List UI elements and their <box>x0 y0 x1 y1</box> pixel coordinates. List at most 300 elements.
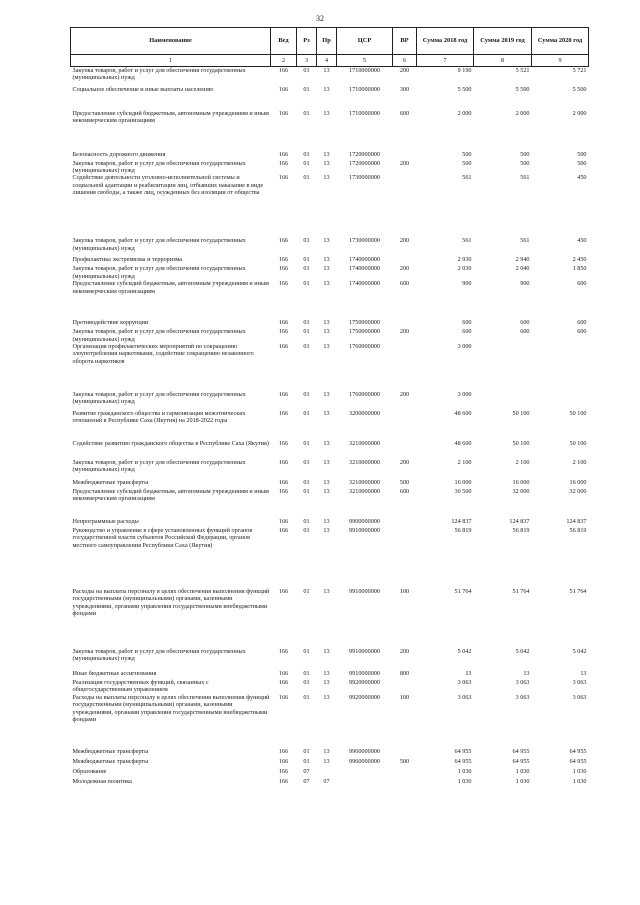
cell-sum-2020: 5 042 <box>572 647 587 655</box>
cell-sum-2018: 600 <box>462 328 472 336</box>
cell-vr: 600 <box>399 487 410 495</box>
cell-sum-2019: 2 000 <box>515 109 530 117</box>
cell-pr: 13 <box>323 678 330 686</box>
cell-name: Содействие развитию гражданского общества в Республике Саха (Якутия) <box>72 439 269 447</box>
cell-rz: 01 <box>303 237 310 245</box>
header-pr: Пр <box>317 28 337 55</box>
cell-sum-2020: 50 100 <box>569 439 587 447</box>
cell-sum-2018: 3 063 <box>457 693 472 701</box>
column-number: 5 <box>337 55 393 67</box>
table-row <box>71 343 589 391</box>
cell-ved: 166 <box>278 237 289 245</box>
cell-name: Закупка товаров, работ и услуг для обеспечения государственных (муниципальных) нужд <box>72 390 246 406</box>
cell-vr: 600 <box>399 109 410 117</box>
cell-csr: 9960000000 <box>349 747 380 755</box>
cell-sum-2018: 48 600 <box>454 409 472 417</box>
cell-pr: 13 <box>323 67 330 74</box>
cell-sum-2018: 3 000 <box>457 390 472 398</box>
cell-vr: 200 <box>399 328 410 336</box>
cell-rz: 01 <box>303 526 310 534</box>
cell-csr: 1720000000 <box>349 150 380 158</box>
table-row <box>71 280 589 319</box>
cell-rz: 01 <box>303 159 310 167</box>
header-sum-2019: Сумма 2019 год <box>474 28 532 55</box>
cell-sum-2019: 5 042 <box>515 647 530 655</box>
cell-pr: 13 <box>323 159 330 167</box>
cell-ved: 166 <box>278 159 289 167</box>
table-row <box>71 237 589 256</box>
cell-ved: 166 <box>278 669 289 677</box>
cell-csr: 9960000000 <box>349 757 380 765</box>
cell-rz: 01 <box>303 342 310 350</box>
cell-sum-2018: 9 190 <box>457 67 472 74</box>
cell-sum-2018: 3 063 <box>457 678 472 686</box>
cell-name: Предоставление субсидий бюджетным, автономным учреждениям и иным некоммерческим организациям <box>72 487 269 503</box>
cell-rz: 01 <box>303 256 310 264</box>
cell-ved: 166 <box>278 328 289 336</box>
cell-pr: 13 <box>323 587 330 595</box>
cell-csr: 1730000000 <box>349 174 380 182</box>
cell-vr: 200 <box>399 458 410 466</box>
header-row <box>71 28 589 55</box>
cell-sum-2019: 600 <box>520 319 530 327</box>
cell-ved: 166 <box>278 487 289 495</box>
cell-csr: 1760000000 <box>349 390 380 398</box>
cell-rz: 01 <box>303 458 310 466</box>
header-sum-2018: Сумма 2018 год <box>417 28 474 55</box>
cell-sum-2019: 16 000 <box>512 478 530 486</box>
budget-table <box>70 27 589 788</box>
cell-vr: 200 <box>399 159 410 167</box>
cell-sum-2020: 13 <box>580 669 587 677</box>
cell-pr: 13 <box>323 647 330 655</box>
cell-pr: 13 <box>323 757 330 765</box>
cell-sum-2019 <box>474 391 532 410</box>
cell-sum-2020: 32 000 <box>569 487 587 495</box>
cell-sum-2020: 2 000 <box>572 109 587 117</box>
cell-csr <box>337 768 393 778</box>
table-row <box>71 694 589 748</box>
cell-name: Закупка товаров, работ и услуг для обеспечения государственных (муниципальных) нужд <box>72 647 246 663</box>
cell-name: Расходы на выплаты персоналу в целях обеспечения выполнения функций государственными (муниципальными) органами, казенными учреждениями, органами управления государственными внебюджетными фондами <box>72 693 270 723</box>
cell-sum-2019: 5 521 <box>515 67 530 74</box>
cell-name: Реализация государственных функций, связанных с общегосударственным управлением <box>72 678 209 694</box>
cell-vr: 800 <box>399 669 410 677</box>
cell-sum-2020: 5 500 <box>572 85 587 93</box>
column-number: 7 <box>417 55 474 67</box>
cell-ved: 166 <box>278 150 289 158</box>
cell-name: Развитие гражданского общества и гармонизация межэтнических отношений в Республике Саха (Якутия) на 2018-2022 годы <box>72 409 246 425</box>
cell-name: Предоставление субсидий бюджетным, автономным учреждениям и иным некоммерческим организациям <box>72 109 269 124</box>
cell-sum-2018: 1 030 <box>457 767 472 775</box>
table-row <box>71 86 589 110</box>
cell-name: Организация профилактических мероприятий по сокращению злоупотребления наркотиками, содействие сокращению незаконного оборота наркотиков <box>72 342 254 365</box>
cell-rz: 01 <box>303 150 310 158</box>
cell-csr: 1750000000 <box>349 328 380 336</box>
cell-pr: 13 <box>323 319 330 327</box>
cell-sum-2018: 561 <box>462 237 472 245</box>
column-number-row <box>71 55 589 67</box>
cell-rz: 01 <box>303 487 310 495</box>
cell-sum-2019: 500 <box>520 150 530 158</box>
cell-name: Социальное обеспечение и иные выплаты населению <box>72 85 214 93</box>
cell-ved: 166 <box>278 767 289 775</box>
cell-sum-2020: 64 955 <box>569 757 587 765</box>
cell-ved: 166 <box>278 647 289 655</box>
cell-sum-2019: 1 030 <box>515 777 530 785</box>
cell-sum-2018: 2 100 <box>457 458 472 466</box>
cell-sum-2018: 900 <box>462 280 472 288</box>
table-row <box>71 440 589 459</box>
cell-name: Содействие деятельности уголовно-исполнительной системы и социальной адаптации и реабилитации лиц, отбывших наказание в виде лишения свободы, а также лиц, осужденных без изоляции от общества <box>72 174 264 197</box>
cell-pr: 13 <box>323 390 330 398</box>
cell-sum-2019: 561 <box>520 237 530 245</box>
table-row <box>71 160 589 175</box>
cell-pr: 13 <box>323 487 330 495</box>
cell-rz: 01 <box>303 67 310 74</box>
column-number: 2 <box>271 55 297 67</box>
cell-name: Иные бюджетные ассигнования <box>72 669 157 677</box>
cell-name: Закупка товаров, работ и услуг для обеспечения государственных (муниципальных) нужд <box>72 67 246 82</box>
cell-ved: 166 <box>278 109 289 117</box>
cell-ved: 166 <box>278 458 289 466</box>
cell-csr: 1760000000 <box>349 342 380 350</box>
cell-csr: 1740000000 <box>349 256 380 264</box>
cell-rz: 01 <box>303 478 310 486</box>
cell-pr: 13 <box>323 256 330 264</box>
cell-sum-2018: 500 <box>462 159 472 167</box>
cell-sum-2018: 5 042 <box>457 647 472 655</box>
cell-ved: 166 <box>278 678 289 686</box>
cell-vr <box>393 151 417 160</box>
cell-vr: 200 <box>399 265 410 273</box>
header-csr: ЦСР <box>337 28 393 55</box>
cell-sum-2020: 50 100 <box>569 409 587 417</box>
cell-sum-2019: 13 <box>523 669 530 677</box>
cell-sum-2018: 3 000 <box>457 342 472 350</box>
cell-csr: 9920000000 <box>349 678 380 686</box>
cell-sum-2020: 450 <box>577 237 587 245</box>
cell-name: Образование <box>72 767 107 775</box>
cell-sum-2018: 561 <box>462 174 472 182</box>
cell-vr <box>393 527 417 588</box>
cell-csr: 9910000000 <box>349 587 380 595</box>
cell-sum-2019: 1 030 <box>515 767 530 775</box>
cell-sum-2020 <box>532 343 589 391</box>
cell-name: Межбюджетные трансферты <box>72 478 149 486</box>
cell-pr: 13 <box>323 526 330 534</box>
cell-vr: 300 <box>399 85 410 93</box>
cell-sum-2020: 500 <box>577 159 587 167</box>
cell-sum-2020: 64 955 <box>569 747 587 755</box>
cell-name: Закупка товаров, работ и услуг для обеспечения государственных (муниципальных) нужд <box>72 237 246 252</box>
table-row <box>71 479 589 488</box>
cell-ved: 166 <box>278 587 289 595</box>
cell-ved: 166 <box>278 265 289 273</box>
cell-sum-2018: 64 955 <box>454 747 472 755</box>
cell-rz: 01 <box>303 319 310 327</box>
cell-sum-2020: 600 <box>577 280 587 288</box>
cell-pr: 13 <box>323 478 330 486</box>
cell-csr: 9910000000 <box>349 526 380 534</box>
cell-pr: 13 <box>323 409 330 417</box>
cell-name: Руководство и управление в сфере установленных функций органов государственной власти субъектов Российской Федерации, органов местного самоуправления Республики Саха (Якутия) <box>72 526 253 549</box>
cell-sum-2018: 48 600 <box>454 439 472 447</box>
cell-pr: 13 <box>323 747 330 755</box>
cell-vr: 500 <box>399 478 410 486</box>
cell-pr: 13 <box>323 150 330 158</box>
table-row <box>71 391 589 410</box>
cell-sum-2020: 56 819 <box>569 526 587 534</box>
cell-rz: 01 <box>303 678 310 686</box>
cell-sum-2020: 1 030 <box>572 767 587 775</box>
table-row <box>71 488 589 518</box>
cell-sum-2019: 50 100 <box>512 439 530 447</box>
cell-sum-2019: 2 940 <box>515 256 530 264</box>
cell-name: Безопасность дорожного движения <box>72 150 166 158</box>
cell-ved: 166 <box>278 85 289 93</box>
header-vr: ВР <box>393 28 417 55</box>
table-row <box>71 527 589 588</box>
cell-name: Профилактика экстремизма и терроризма <box>72 256 183 264</box>
cell-sum-2019: 56 819 <box>512 526 530 534</box>
cell-sum-2019: 3 063 <box>515 693 530 701</box>
table-row <box>71 758 589 768</box>
cell-sum-2019: 500 <box>520 159 530 167</box>
cell-csr: 1710000000 <box>349 85 380 93</box>
table-row <box>71 410 589 440</box>
cell-vr: 200 <box>399 237 410 245</box>
cell-sum-2020: 1 850 <box>572 265 587 273</box>
table-row <box>71 459 589 479</box>
cell-sum-2019: 51 764 <box>512 587 530 595</box>
cell-sum-2020: 3 063 <box>572 678 587 686</box>
cell-sum-2019: 64 955 <box>512 747 530 755</box>
cell-sum-2018: 124 837 <box>451 517 472 525</box>
header-sum-2020: Сумма 2020 год <box>532 28 589 55</box>
cell-pr <box>317 768 337 778</box>
cell-name: Закупка товаров, работ и услуг для обеспечения государственных (муниципальных) нужд <box>72 458 246 474</box>
cell-vr: 200 <box>399 67 410 74</box>
cell-pr: 13 <box>323 517 330 525</box>
cell-csr: 1710000000 <box>349 67 380 74</box>
cell-pr: 13 <box>323 693 330 701</box>
table-row <box>71 67 589 86</box>
cell-rz: 01 <box>303 390 310 398</box>
table-row <box>71 679 589 694</box>
cell-rz: 07 <box>303 767 310 775</box>
cell-pr: 13 <box>323 458 330 466</box>
cell-csr: 3200000000 <box>349 409 380 417</box>
cell-name: Молодежная политика <box>72 777 132 785</box>
cell-sum-2018: 51 764 <box>454 587 472 595</box>
cell-sum-2018: 600 <box>462 319 472 327</box>
table-row <box>71 670 589 679</box>
cell-rz: 01 <box>303 757 310 765</box>
cell-sum-2019: 3 063 <box>515 678 530 686</box>
table-body <box>71 67 589 788</box>
cell-csr: 1710000000 <box>349 109 380 117</box>
table-row <box>71 174 589 237</box>
cell-rz: 07 <box>303 777 310 785</box>
cell-name: Межбюджетные трансферты <box>72 747 149 755</box>
cell-pr: 13 <box>323 174 330 182</box>
cell-vr <box>393 748 417 758</box>
cell-csr <box>337 778 393 788</box>
cell-ved: 166 <box>278 174 289 182</box>
cell-vr <box>393 319 417 328</box>
cell-sum-2018: 56 819 <box>454 526 472 534</box>
cell-sum-2019: 124 837 <box>509 517 530 525</box>
header-rz: Рз <box>297 28 317 55</box>
cell-pr: 13 <box>323 265 330 273</box>
cell-pr: 13 <box>323 439 330 447</box>
cell-rz: 01 <box>303 693 310 701</box>
cell-vr: 600 <box>399 280 410 288</box>
cell-pr: 13 <box>323 237 330 245</box>
cell-csr: 3210000000 <box>349 439 380 447</box>
cell-name: Закупка товаров, работ и услуг для обеспечения государственных (муниципальных) нужд <box>72 159 246 174</box>
table-row <box>71 256 589 265</box>
cell-sum-2020: 3 063 <box>572 693 587 701</box>
cell-csr: 9910000000 <box>349 669 380 677</box>
cell-vr: 500 <box>399 757 410 765</box>
cell-name: Предоставление субсидий бюджетным, автономным учреждениям и иным некоммерческим организациям <box>72 280 269 295</box>
cell-pr: 13 <box>323 342 330 350</box>
cell-rz: 01 <box>303 439 310 447</box>
cell-name: Расходы на выплаты персоналу в целях обеспечения выполнения функций государственными (муниципальными) органами, казенными учреждениями, органами управления государственными внебюджетными фондами <box>72 587 270 618</box>
cell-csr: 1750000000 <box>349 319 380 327</box>
cell-sum-2018: 16 000 <box>454 478 472 486</box>
cell-ved: 166 <box>278 693 289 701</box>
table-row <box>71 151 589 160</box>
cell-vr <box>393 778 417 788</box>
cell-name: Закупка товаров, работ и услуг для обеспечения государственных (муниципальных) нужд <box>72 265 246 280</box>
cell-sum-2020: 2 100 <box>572 458 587 466</box>
cell-csr: 9910000000 <box>349 647 380 655</box>
cell-sum-2019: 32 000 <box>512 487 530 495</box>
cell-vr <box>393 343 417 391</box>
column-number: 4 <box>317 55 337 67</box>
cell-vr <box>393 768 417 778</box>
cell-sum-2019 <box>474 343 532 391</box>
cell-csr: 9900000000 <box>349 517 380 525</box>
cell-sum-2019: 64 955 <box>512 757 530 765</box>
table-row <box>71 778 589 788</box>
cell-csr: 9920000000 <box>349 693 380 701</box>
cell-sum-2018: 500 <box>462 150 472 158</box>
cell-sum-2019: 600 <box>520 328 530 336</box>
cell-sum-2019: 900 <box>520 280 530 288</box>
cell-ved: 166 <box>278 439 289 447</box>
cell-ved: 166 <box>278 256 289 264</box>
cell-sum-2018: 1 030 <box>457 777 472 785</box>
cell-ved: 166 <box>278 409 289 417</box>
cell-name: Противодействие коррупции <box>72 319 149 327</box>
cell-sum-2018: 2 000 <box>457 109 472 117</box>
table-row <box>71 768 589 778</box>
cell-vr: 200 <box>399 390 410 398</box>
cell-sum-2019: 561 <box>520 174 530 182</box>
cell-sum-2020: 600 <box>577 328 587 336</box>
column-number: 3 <box>297 55 317 67</box>
cell-vr <box>393 256 417 265</box>
cell-vr <box>393 440 417 459</box>
cell-vr <box>393 174 417 237</box>
cell-sum-2018: 2 030 <box>457 265 472 273</box>
table-row <box>71 748 589 758</box>
cell-rz: 01 <box>303 587 310 595</box>
table-row <box>71 110 589 151</box>
cell-vr <box>393 679 417 694</box>
cell-sum-2020: 51 764 <box>569 587 587 595</box>
cell-ved: 166 <box>278 280 289 288</box>
cell-sum-2020: 1 030 <box>572 777 587 785</box>
cell-csr: 1730000000 <box>349 237 380 245</box>
column-number: 6 <box>393 55 417 67</box>
cell-rz: 01 <box>303 109 310 117</box>
cell-rz: 01 <box>303 647 310 655</box>
cell-vr: 100 <box>399 587 410 595</box>
table-row <box>71 588 589 648</box>
cell-rz: 01 <box>303 85 310 93</box>
cell-name: Непрограммные расходы <box>72 517 139 525</box>
cell-pr: 13 <box>323 669 330 677</box>
header-name: Наименование <box>71 28 271 55</box>
cell-sum-2020: 124 837 <box>566 517 587 525</box>
cell-rz: 01 <box>303 409 310 417</box>
cell-sum-2019: 50 100 <box>512 409 530 417</box>
cell-sum-2020: 600 <box>577 319 587 327</box>
column-number: 9 <box>532 55 589 67</box>
cell-csr: 1740000000 <box>349 265 380 273</box>
cell-csr: 1740000000 <box>349 280 380 288</box>
cell-vr: 100 <box>399 693 410 701</box>
table-row <box>71 648 589 670</box>
cell-sum-2019: 5 500 <box>515 85 530 93</box>
cell-rz: 01 <box>303 517 310 525</box>
table-row <box>71 319 589 328</box>
cell-ved: 166 <box>278 517 289 525</box>
cell-ved: 166 <box>278 526 289 534</box>
cell-sum-2018: 5 500 <box>457 85 472 93</box>
cell-csr: 3210000000 <box>349 487 380 495</box>
cell-sum-2018: 2 930 <box>457 256 472 264</box>
cell-csr: 3210000000 <box>349 458 380 466</box>
table-row <box>71 265 589 280</box>
cell-rz: 01 <box>303 280 310 288</box>
table-row <box>71 328 589 343</box>
cell-ved: 166 <box>278 777 289 785</box>
cell-rz: 01 <box>303 328 310 336</box>
cell-pr: 13 <box>323 85 330 93</box>
cell-ved: 166 <box>278 319 289 327</box>
cell-name: Закупка товаров, работ и услуг для обеспечения государственных (муниципальных) нужд <box>72 328 246 343</box>
cell-sum-2018: 13 <box>465 669 472 677</box>
header-ved: Вед <box>271 28 297 55</box>
column-number: 1 <box>71 55 271 67</box>
cell-sum-2020: 5 721 <box>572 67 587 74</box>
cell-sum-2019: 2 040 <box>515 265 530 273</box>
cell-name: Межбюджетные трансферты <box>72 757 149 765</box>
page-number: 32 <box>316 14 324 23</box>
cell-pr: 13 <box>323 109 330 117</box>
cell-pr: 07 <box>323 777 330 785</box>
cell-rz: 01 <box>303 669 310 677</box>
cell-sum-2018: 64 955 <box>454 757 472 765</box>
column-number: 8 <box>474 55 532 67</box>
cell-rz: 01 <box>303 265 310 273</box>
